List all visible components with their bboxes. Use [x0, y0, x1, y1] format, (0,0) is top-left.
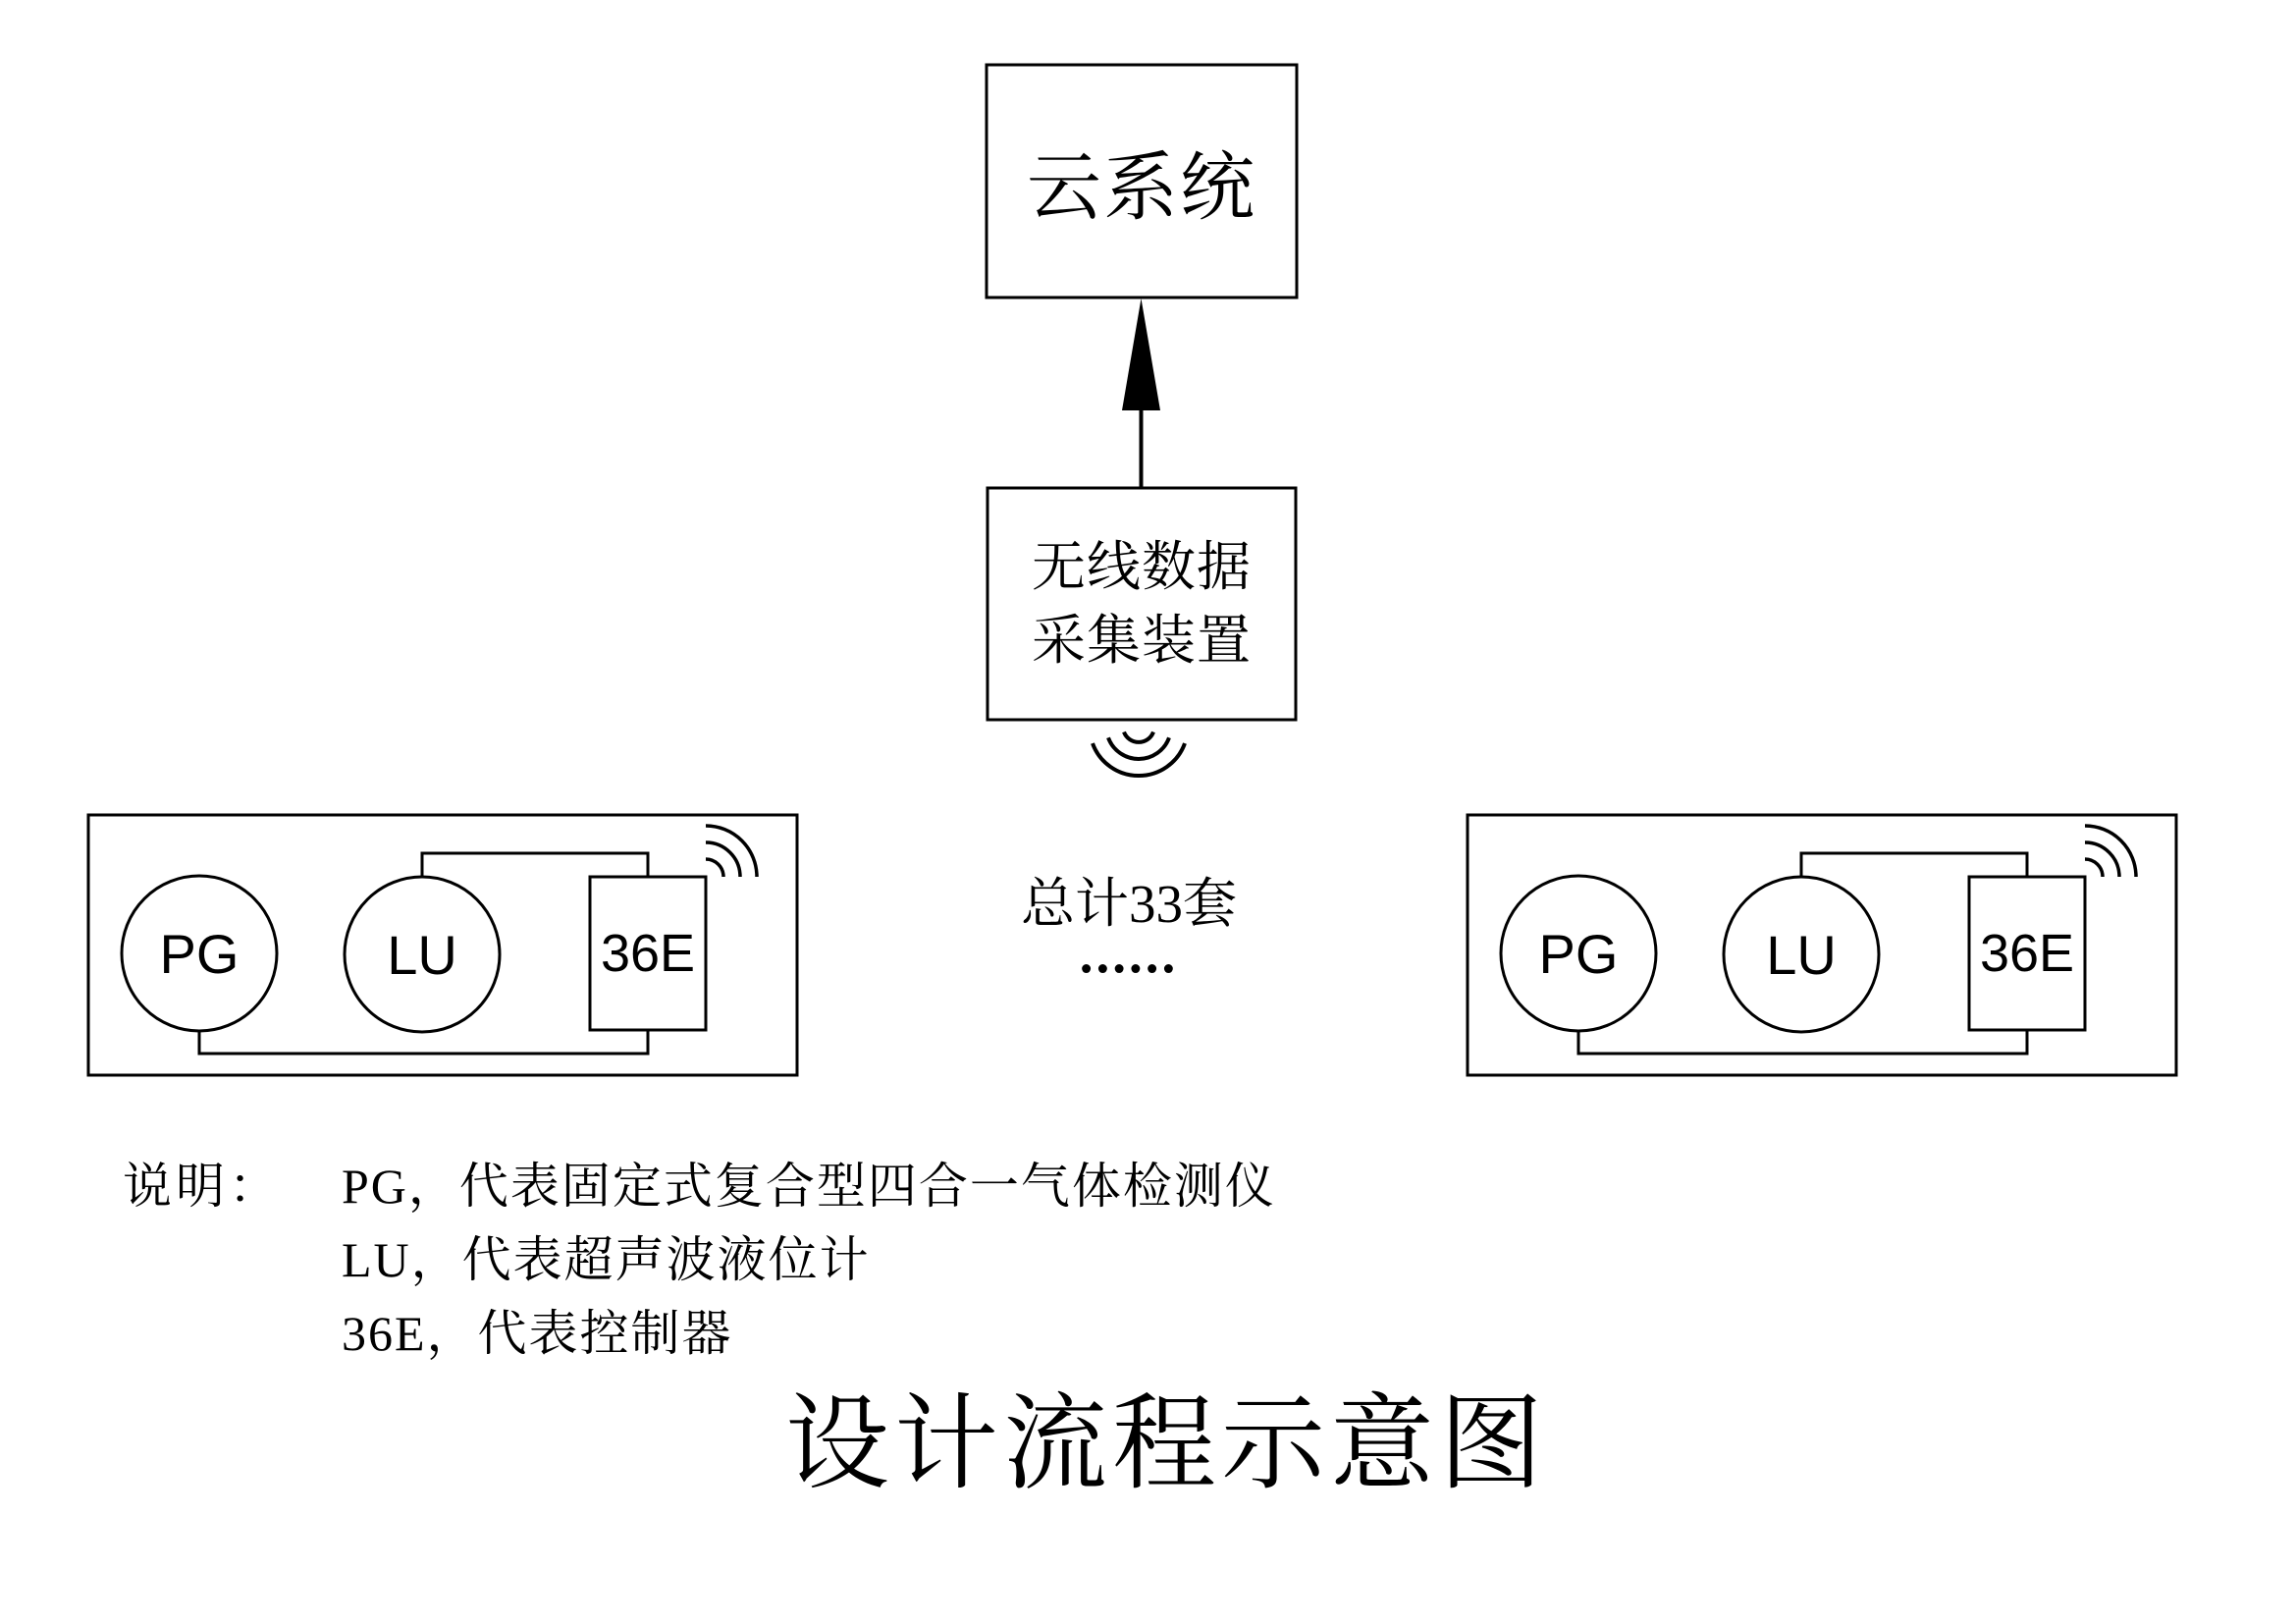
total-count-label: 总计33套: [1020, 873, 1237, 934]
legend-item-pg: PG，代表固定式复合型四合一气体检测仪: [342, 1159, 1276, 1214]
wifi-signal-icon: [2085, 826, 2136, 877]
cloud-system-label: 云系统: [1027, 147, 1256, 230]
pg-label-right: PG: [1538, 922, 1619, 985]
ellipsis-label: ......: [1079, 923, 1179, 984]
lu-label-right: LU: [1766, 923, 1837, 986]
wifi-signal-icon: [706, 826, 757, 877]
controller-label-right: 36E: [1979, 924, 2075, 983]
gateway-label-line1: 无线数据: [1031, 537, 1252, 597]
lu-label-left: LU: [387, 923, 457, 986]
controller-label-left: 36E: [600, 924, 696, 983]
pg-label-left: PG: [159, 922, 240, 985]
bottom-wire: [199, 1030, 648, 1054]
top-wire: [422, 853, 648, 877]
wireless-broadcast-icon: [1093, 732, 1185, 777]
uplink-arrow-head: [1122, 298, 1160, 410]
top-wire: [1801, 853, 2027, 877]
gateway-label: [988, 488, 1296, 720]
legend-heading: 说明：: [123, 1159, 282, 1214]
gateway-label-line2: 采集装置: [1031, 611, 1252, 671]
page-title: 设计流程示意图: [785, 1387, 1548, 1502]
legend-item-lu: LU，代表超声波液位计: [342, 1232, 871, 1287]
legend-item-36e: 36E，代表控制器: [342, 1306, 733, 1361]
bottom-wire: [1578, 1030, 2027, 1054]
